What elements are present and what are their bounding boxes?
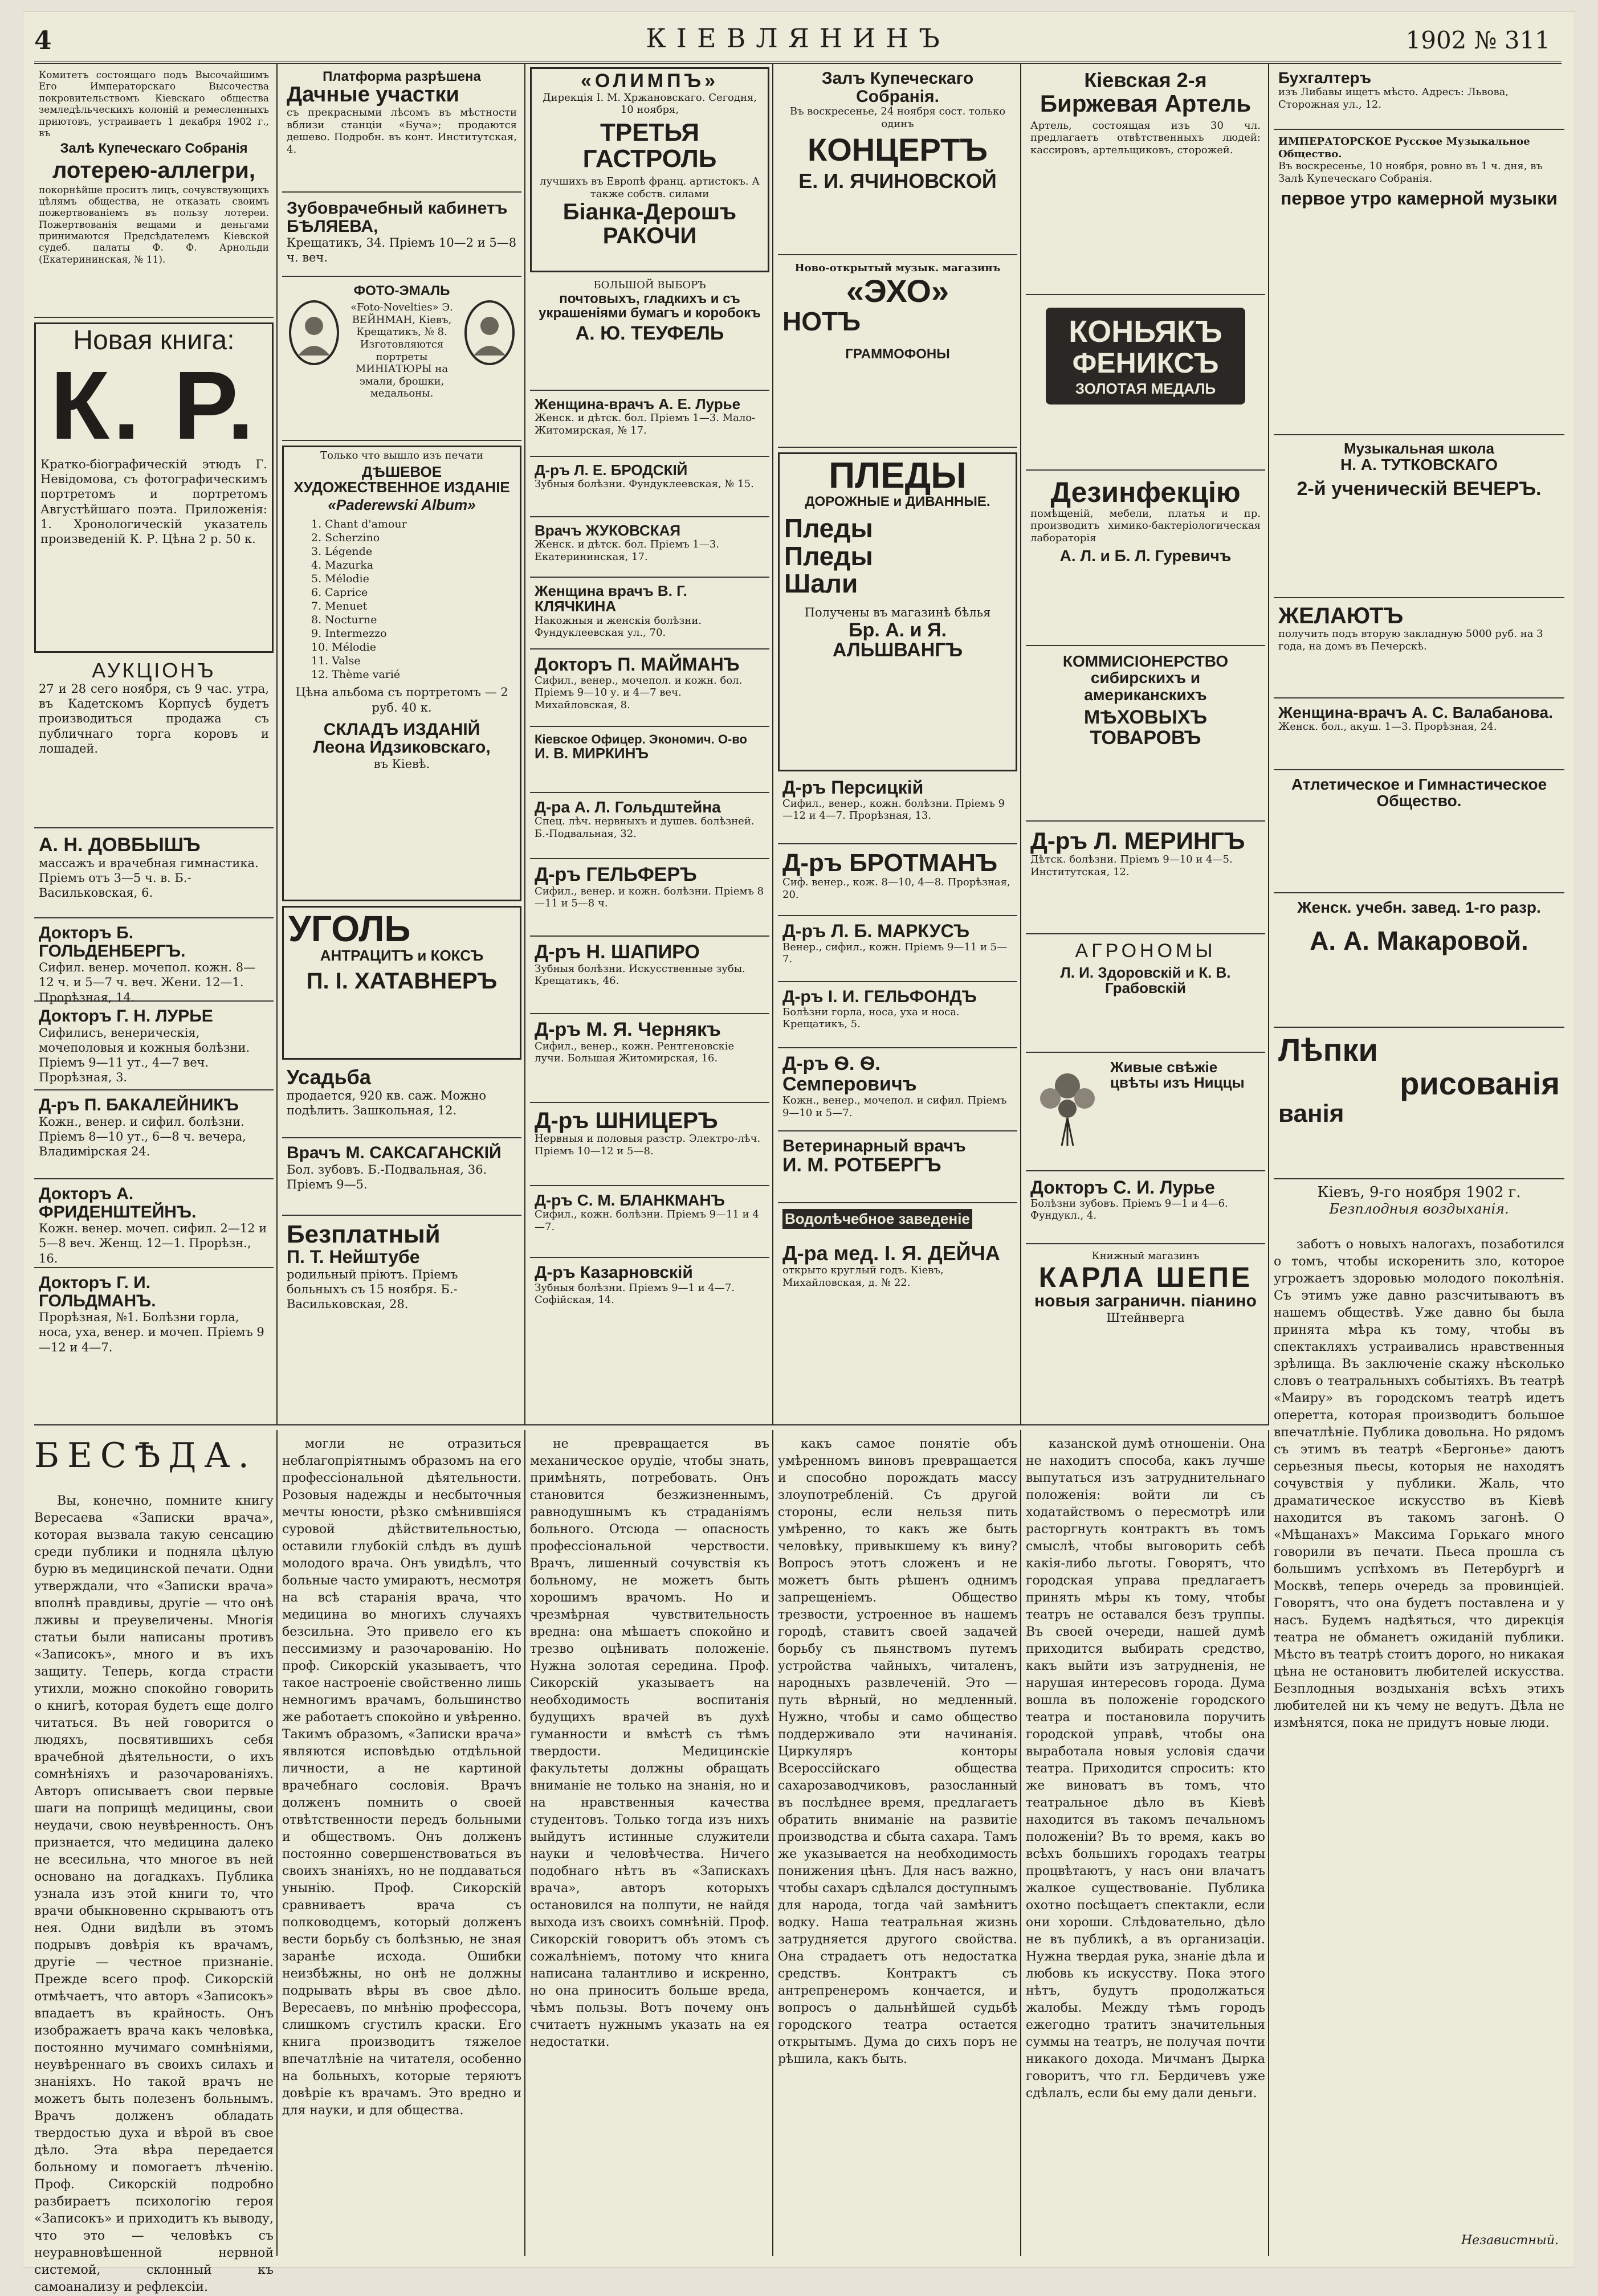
dacha-heading: Платформа разрѣшена	[323, 69, 481, 84]
doctor-text: Нервныя и половыя разстр. Электро-лѣч. Пріемъ 10—12 и 5—8.	[535, 1133, 761, 1157]
olymp-artist: Біанка-Дерошъ	[562, 199, 737, 225]
tutkovsky-school-ad	[1274, 439, 1564, 598]
concert-ad	[778, 67, 1017, 255]
article-column-1	[34, 1493, 274, 2294]
olymp-headline: ТРЕТЬЯ ГАСТРОЛЬ	[582, 118, 717, 173]
cognac-ad	[1026, 300, 1265, 471]
album-item: 7. Menuet	[311, 600, 368, 613]
doctor-name: Д-ръ Казарновскій	[535, 1263, 693, 1282]
doctor-text: Сифил., венер. и кожн. болѣзни. Пріемъ 8—11 и 5—8 ч.	[535, 885, 764, 910]
album-item: 9. Intermezzo	[311, 627, 387, 640]
agronomists-names: Л. И. Здоровскій и К. В. Грабовскій	[1060, 963, 1231, 996]
lottery-details: покорнѣйше проситъ лицъ, сочувствующихъ цѣлямъ общества, не отказать своимъ пожертвованіемъ въ пользу лотереи. Пожертвованія вещами и деньгами принимаются Предсѣдателемъ Кіевской судеб. палаты Ф. Ф. Арнольди (Екатерининская, № 11).	[39, 184, 269, 265]
article-column-6	[1274, 1236, 1564, 2228]
doctor-name: Д-ръ Л. Е. БРОДСКІЙ	[535, 461, 688, 479]
maternity-title: Безплатный	[287, 1220, 441, 1248]
doctor-text: Дѣтск. болѣзни. Пріемъ 9—10 и 4—5. Институтская, 12.	[1030, 853, 1233, 878]
col-divider	[1268, 1430, 1269, 2256]
col-divider	[1020, 1430, 1021, 2256]
olymp-theatre-ad	[530, 67, 769, 272]
doctor-name: Д-ръ П. БАКАЛЕЙНИКЪ	[39, 1096, 239, 1114]
maternity-text: родильный пріютъ. Пріемъ больныхъ съ 15 ноября. Б.-Васильковская, 28.	[287, 1267, 458, 1312]
lottery-ad	[34, 67, 274, 318]
fur-subheading: сибирскихъ и американскихъ	[1084, 669, 1207, 704]
dentist-ad	[282, 197, 521, 277]
doctor-text: Кожн., венер. и сифил. болѣзни. Пріемъ 8—10 ут., 6—8 ч. вечера, Владимірская 24.	[39, 1114, 246, 1158]
doctor-name: Д-ръ Л. Б. МАРКУСЪ	[782, 921, 970, 941]
kazarnovsky-ad	[530, 1261, 769, 1358]
echo-title: «ЭХО»	[846, 272, 949, 309]
exchange-title: Кіевская 2-я	[1084, 68, 1207, 92]
doctor-name: Докторъ П. МАЙМАНЪ	[535, 654, 740, 675]
zhukovsky-ad	[530, 521, 769, 578]
fur-title: МѢХОВЫХЪ ТОВАРОВЪ	[1083, 706, 1208, 749]
music-society-ad	[1274, 133, 1564, 435]
auction-ad	[34, 657, 274, 828]
article-text: какъ самое понятіе объ умѣренномъ виновъ превращается и способно порождать массу злоупотребленій. Съ другой стороны, если нельзя пить умѣренно, то какъ же быть человѣку, привыкшему къ вину? Вопросъ этотъ сложенъ и не можетъ быть рѣшенъ однимъ запрещеніемъ. Общество трезвости, устроенное въ нашемъ городѣ, ставитъ своей задачей борьбу съ пьянствомъ путемъ устройства чайныхъ, читаленъ, народныхъ развлеченій. Это — путь вѣрный, но медленный. Нужно, чтобы и само общество поддерживало эти начинанія. Циркуляръ конторы Всероссійскаго общества сахарозаводчиковъ, разосланный въ послѣднее время, предлагаетъ обратить вниманіе на развитіе производства и сбыта сахара. Тамъ же указывается на необходимость понижения цѣнъ. Для насъ важно, чтобы сахаръ сдѣлался доступнымъ для народа, тогда чай замѣнитъ водку. Наша театральная жизнь затрудняется другого свойства. Она страдаетъ отъ недостатка средствъ. Контрактъ съ антрепренеромъ кончается, и вопросъ о дальнѣйшей судьбѣ городского театра остается открытымъ. Дума до сихъ поръ не рѣшила, какъ быть.	[778, 1437, 1017, 2066]
doctor-text: Накожныя и женскія болѣзни. Фундуклеевская ул., 70.	[535, 614, 702, 639]
echo-heading: Ново-открытый музык. магазинъ	[794, 262, 1001, 274]
tutkovsky-heading: Музыкальная школа	[1344, 440, 1494, 457]
makarova-name: А. А. Макаровой.	[1310, 926, 1528, 956]
doctor-text: Зубныя болѣзни. Фундуклеевская, № 15.	[535, 478, 754, 491]
article-text: могли не отразиться неблагопріятнымъ образомъ на его профессіональной дѣятельности. Розовыя надежды и несбыточныя мечты юности, рѣзко смѣнившіяся суровой дѣйствительностью, оставили глубокій слѣдъ въ душѣ молодого врача. Онъ увидѣлъ, что больные часто умираютъ, несмотря на всѣ старанія врача, что медицина во многихъ случаяхъ безсильна. Это привело его къ пессимизму и разочарованію. Но проф. Сикорскій указываетъ, что такое настроеніе свойственно лишь немногимъ врачамъ, большинство же работаетъ спокойно и увѣренно. Такимъ образомъ, «Записки врача» являются исповѣдью отдѣльной личности, а не картиной врачебнаго сословія. Врачъ долженъ помнить о своей отвѣтственности передъ больными и обществомъ. Онъ долженъ постоянно совершенствоваться въ своихъ знаніяхъ, но не поддаваться унынію. Проф. Сикорскій сравниваетъ врача съ полководцемъ, который долженъ вести борьбу съ болѣзнью, не зная заранѣе исхода. Ошибки неизбѣжны, но онѣ не должны подрывать вѣры въ свое дѣло. Вересаевъ, по мнѣнію профессора, слишкомъ сгустилъ краски. Его книга производитъ тяжелое впечатлѣніе на читателя, особенно на больныхъ, которые теряютъ довѣріе къ врачамъ. Это вредно и для науки, и для общества.	[282, 1437, 521, 2118]
doctor-name: Женщина-врачъ А. С. Валабанова.	[1278, 704, 1553, 721]
ads-column-3	[530, 67, 769, 1423]
album-title: ДѢШЕВОЕ ХУДОЖЕСТВЕННОЕ ИЗДАНІЕ	[293, 463, 510, 496]
teufel-text: почтовыхъ, гладкихъ и съ украшеніями бумагъ и коробокъ	[539, 291, 761, 321]
doctor-name: Д-ръ Л. МЕРИНГЪ	[1030, 827, 1245, 854]
doctor-text: Сифил., венер., мочепол. и кожн. бол. Пріемъ 9—10 у. и 4—7 веч. Михайловская, 8.	[535, 674, 743, 711]
coal-title: УГОЛЬ	[288, 908, 411, 949]
doctor-name: Д-ра А. Л. Гольдштейна	[535, 798, 721, 816]
doctor-name: Докторъ А. ФРИДЕНШТЕЙНЪ.	[39, 1184, 197, 1221]
doctor-name: Д-ръ ГЕЛЬФЕРЪ	[535, 864, 697, 885]
olymp-title: «ОЛИМПЪ»	[580, 70, 719, 92]
ads-column-1	[34, 67, 274, 1423]
fur-ad	[1026, 651, 1265, 822]
doctor-ad-1	[34, 922, 274, 1002]
album-item: 2. Scherzino	[311, 532, 380, 545]
article-text: заботъ о новыхъ налогахъ, позаботился о томъ, чтобы искоренить зло, которое угрожаетъ здоровью молодого поколѣнія. Съ этимъ уже давно разсчитываютъ въ нашемъ обществѣ. Уже давно бы была принята мѣра къ тому, чтобы въ спектакляхъ устраивались нравственныя зрѣлища. Въ заключеніе скажу нѣсколько словъ о театральныхъ событіяхъ. Въ театрѣ «Маиру» въ городскомъ театрѣ идетъ оперетта, которая производитъ большое впечатлѣніе. Публика довольна. Но рядомъ съ этимъ въ театрѣ «Бергонье» даютъ серьезныя пьесы, которыя не находятъ сочувствія у публики. Жаль, что драматическое искусство въ Кіевѣ находится въ такомъ загонѣ. О «Мѣщанахъ» Максима Горькаго много говорили въ печати. Пьеса прошла съ большимъ успѣхомъ въ Петербургѣ и Москвѣ, теперь очередь за провинціей. Говорятъ, что она будетъ поставлена и у насъ. Будемъ надѣяться, что дирекція театра не обманетъ ожиданій публики. Мѣсто въ театрѣ стоитъ дорого, но никакая цѣна не остановитъ любителей искусства. Безплодныя воздыханія всѣхъ этихъ любителей ни къ чему не ведутъ. Дѣла не измѣнятся, пока не придутъ новые люди.	[1274, 1237, 1564, 1730]
vet-name: И. М. РОТБЕРГЪ	[782, 1154, 941, 1176]
ads-column-2	[282, 67, 521, 1423]
plaids-shop: Получены въ магазинѣ бѣлья	[804, 606, 991, 620]
tutkovsky-event: 2-й ученическій ВЕЧЕРЪ.	[1297, 477, 1542, 500]
mirkin-name: И. В. МИРКИНЪ	[535, 745, 649, 762]
lottery-venue: Залѣ Купеческаго Собранія	[60, 141, 248, 157]
plaids-line: Пледы	[784, 513, 873, 544]
art-lessons-ad	[1274, 1031, 1564, 1179]
saksagansky-ad	[282, 1142, 521, 1216]
doctor-name: Д-ръ БРОТМАНЪ	[782, 849, 998, 877]
athletic-subtitle: Общество.	[1376, 792, 1462, 810]
art-title-2: рисованія	[1400, 1065, 1560, 1101]
olymp-artist-2: РАКОЧИ	[602, 223, 697, 249]
maiman-ad	[530, 653, 769, 727]
dacha-ad	[282, 67, 521, 193]
persitsky-ad	[778, 776, 1017, 844]
disinfection-ad	[1026, 475, 1265, 646]
coal-subtitle: АНТРАЦИТЪ и КОКСЪ	[320, 947, 484, 965]
dacha-title: Дачные участки	[287, 83, 459, 107]
bookkeeper-text: изъ Либавы ищетъ мѣсто. Адресъ: Львова, Сторожная ул., 12.	[1278, 86, 1509, 111]
col-divider	[524, 1430, 525, 2256]
music-society-text: Въ воскресенье, 10 ноября, ровно въ 1 ч. дня, въ Залѣ Купеческаго Собранія.	[1278, 160, 1543, 185]
album-item: 5. Mélodie	[311, 573, 369, 586]
vet-title: Ветеринарный врачъ	[782, 1137, 966, 1155]
hydrotherapy-doctor: Д-ра мед. І. Я. ДЕЙЧА	[782, 1241, 1000, 1265]
article-text: не превращается въ механическое орудіе, чтобы знать, примѣнять, потребовать. Онъ становится безжизненнымъ, равнодушнымъ къ страданіямъ больного. Отсюда — опасность профессіональной черствости. Врачъ, лишенный сочувствія къ больному, не можетъ быть хорошимъ врачомъ. Но и чрезмѣрная чувствительность вредна: она мѣшаетъ спокойно и трезво оцѣнивать положеніе. Нужна золотая середина. Проф. Сикорскій указываетъ на необходимость воспитанія будущихъ врачей въ духѣ гуманности и вмѣстѣ съ тѣмъ твердости. Медицинскіе факультеты должны обращать вниманіе не только на знанія, но и на нравственныя качества студентовъ. Только тогда изъ нихъ выйдутъ истинные служители науки и человѣчества. Ничего подобнаго нѣтъ въ «Запискахъ врача», авторъ которыхъ остановился на полпути, не найдя выхода изъ своихъ сомнѣній. Проф. Сикорскій говоритъ объ этомъ съ сожалѣніемъ, потому что книга написана талантливо и искренно, но она приноситъ больше вреда, чѣмъ пользы. Вотъ почему онъ считаетъ нужнымъ указать на ея недостатки.	[530, 1437, 769, 2049]
exchange-text: Артель, состоящая изъ 30 чл. предлагаетъ отвѣтственныхъ людей: кассировъ, артельщиковъ, сторожей.	[1030, 119, 1261, 157]
album-item: 1. Chant d'amour	[311, 518, 407, 531]
loan-title: ЖЕЛАЮТЪ	[1278, 603, 1404, 628]
makarova-school-ad	[1274, 897, 1564, 1028]
doctor-text: Венер., сифил., кожн. Пріемъ 9—11 и 5—7.	[782, 941, 1008, 966]
doctor-name: Докторъ Б. ГОЛЬДЕНБЕРГЪ.	[39, 924, 186, 961]
concert-venue: Залъ Купеческаго Собранія.	[821, 69, 974, 106]
doctor-name: Докторъ Г. Н. ЛУРЬЕ	[39, 1007, 213, 1026]
dovbysh-text: массажъ и врачебная гимнастика. Пріемъ отъ 3—5 ч. в. Б.-Васильковская, 6.	[39, 856, 259, 900]
ads-column-4	[778, 67, 1017, 1423]
art-title-3: ванія	[1278, 1099, 1344, 1127]
plaids-ad	[778, 452, 1017, 771]
doctor-text: Прорѣзная, №1. Болѣзни горла, носа, уха, венер. и мочеп. Пріемъ 9—12 и 4—7.	[39, 1310, 264, 1354]
portrait-medallion-icon	[286, 299, 343, 367]
auction-title: АУКЦІОНЪ	[92, 659, 216, 682]
doctor-name: Д-ръ І. И. ГЕЛЬФОНДЪ	[782, 987, 977, 1006]
piano-brand: Штейнверга	[1106, 1310, 1185, 1325]
cognac-label	[1046, 308, 1245, 405]
album-item: 10. Mélodie	[311, 641, 376, 654]
plaids-line: Шали	[784, 568, 858, 598]
article-column-3	[530, 1436, 769, 2256]
bookkeeper-title: Бухгалтеръ	[1278, 69, 1372, 87]
doctor-text: Женск. и дѣтск. бол. Пріемъ 1—3. Екатерининская, 17.	[535, 538, 720, 563]
doctor-text: Зубныя болѣзни. Пріемъ 9—1 и 4—7. Софійская, 14.	[535, 1281, 735, 1306]
concert-title: КОНЦЕРТЪ	[808, 132, 988, 168]
album-name: «Paderewski Album»	[328, 496, 476, 514]
doctor-text: Кожн. венер. мочеп. сифил. 2—12 и 5—8 веч. Женщ. 12—1. Прорѣзн., 16.	[39, 1221, 267, 1265]
shepe-shop-ad	[1026, 1248, 1265, 1362]
athletic-title: Атлетическое и Гимнастическое	[1291, 775, 1547, 793]
article-column-2	[282, 1436, 521, 2256]
loan-text: получить подъ вторую закладную 5000 руб. на 3 года, на домъ въ Печерскѣ.	[1278, 628, 1543, 652]
cognac-title: КОНЬЯКЪ	[1069, 314, 1222, 349]
doctor-text: Бол. зубовъ. Б.-Подвальная, 36. Пріемъ 9—5.	[287, 1162, 487, 1191]
doctor-ad-4	[34, 1183, 274, 1268]
doctor-text: Сиф. венер., кож. 8—10, 4—8. Прорѣзная, 20.	[782, 876, 1010, 901]
album-item: 11. Valse	[311, 655, 361, 668]
dateline-block	[1274, 1184, 1564, 1217]
album-item: 3. Légende	[311, 545, 373, 558]
disinfection-text: помѣщеній, мебели, платья и пр. производитъ химико-бактеріологическая лабораторія	[1030, 507, 1261, 544]
doctor-ad-2	[34, 1005, 274, 1090]
ads-column-5	[1026, 67, 1265, 1423]
estate-ad	[282, 1064, 521, 1138]
valabanova-ad	[1274, 702, 1564, 770]
dovbysh-name: А. Н. ДОВБЫШЪ	[39, 834, 201, 856]
echo-gramophones: ГРАММОФОНЫ	[845, 346, 950, 362]
col-divider	[276, 1430, 278, 2256]
gelfer-ad	[530, 863, 769, 937]
olymp-subtitle: Дирекція І. М. Хржановскаго. Сегодня, 10 ноября,	[542, 91, 757, 116]
photo-enamel-ad	[282, 281, 521, 441]
article-text: казанской думѣ отношеніи. Она не находитъ способа, какъ лучше выпутаться изъ затруднительнаго положенія: войти ли съ ходатайствомъ о пересмотрѣ или расторгнуть контрактъ въ томъ смыслѣ, чтобы выговорить себѣ какія-либо льготы. Говорятъ, что городская управа предлагаетъ принять мѣры къ тому, чтобы театръ не оставался безъ труппы. Въ своей очереди, нашей думѣ приходится выбирать средство, какъ выйти изъ затрудненія, не нарушая интересовъ города. Дума вошла въ положеніе городского театра и постановила поручить городской управѣ, чтобы она выработала новыя условія сдачи театра. Приходится спросить: кто же виноватъ въ томъ, что театральное дѣло въ Кіевѣ находится въ такомъ печальномъ положеніи? Въ то время, какъ во всѣхъ большихъ городахъ театры процвѣтаютъ, у насъ они влачатъ жалкое существованіе. Публика охотно посѣщаетъ спектакли, если они хороши. Слѣдовательно, дѣло не въ публикѣ, а въ организаціи. Нужна твердая рука, знаніе дѣла и любовь къ искусству. Пока этого нѣтъ, будутъ продолжаться жалобы. Между тѣмъ городъ ежегодно тратитъ значительныя суммы на театръ, не получая почти никакого дохода. Мичманъ Дырка говоритъ, что гл. Бердичевъ уже сдѣлалъ, если бы ему дали деньги.	[1026, 1437, 1265, 2101]
doctor-text: Болѣзни зубовъ. Пріемъ 9—1 и 4—6. Фундукл., 4.	[1030, 1197, 1228, 1222]
mirkin-heading: Кіевское Офицер. Экономич. О-во	[535, 732, 747, 746]
athletic-society-ad	[1274, 774, 1564, 893]
chernyak-ad	[530, 1018, 769, 1103]
markus-ad	[778, 920, 1017, 982]
flower-bouquet-icon	[1030, 1063, 1104, 1149]
brodsky-ad	[530, 460, 769, 517]
plaids-line: Пледы	[784, 541, 873, 571]
doctor-name: Д-ръ Н. ШАПИРО	[535, 941, 700, 963]
dateline-subtitle: Безплодныя воздыханія.	[1329, 1201, 1509, 1217]
doctor-ad-5	[34, 1272, 274, 1363]
estate-text: продается, 920 кв. саж. Можно подѣлить. Зашкольная, 12.	[287, 1088, 487, 1118]
plaids-subtitle: ДОРОЖНЫЕ и ДИВАННЫЕ.	[805, 494, 990, 510]
dentist-text: Крещатикъ, 34. Пріемъ 10—2 и 5—8 ч. веч.	[287, 236, 517, 265]
concert-date: Въ воскресенье, 24 ноября сост. только одинъ	[789, 105, 1006, 130]
paderewski-album-ad	[282, 446, 521, 901]
doctor-name: Врачъ ЖУКОВСКАЯ	[535, 522, 681, 539]
doctor-name: Д-ръ С. М. БЛАНКМАНЪ	[535, 1191, 725, 1209]
lurie-female-doctor-ad	[530, 394, 769, 457]
doctor-text: Кожн., венер., мочепол. и сифил. Пріемъ 9—10 и 5—7.	[782, 1094, 1007, 1119]
article-column-4	[778, 1436, 1017, 2256]
exchange-artel-ad	[1026, 67, 1265, 295]
header-rule	[34, 62, 1562, 64]
art-title-1: Лѣпки	[1278, 1032, 1378, 1068]
fur-heading: КОММИСІОНЕРСТВО	[1062, 652, 1229, 670]
doctor-text: Сифилисъ, венерическія, мочеполовыя и кожныя болѣзни. Пріемъ 9—11 ут., 4—7 веч. Прорѣзная, 3.	[39, 1026, 250, 1085]
doctor-text: Женск. и дѣтск. бол. Пріемъ 1—3. Мало-Житомирская, № 17.	[535, 412, 756, 436]
doctor-text: Сифил., венер., кожн. Рентгеновскіе лучи. Большая Житомирская, 16.	[535, 1040, 735, 1065]
book-ad-heading: Новая книга:	[73, 325, 235, 356]
concert-performer: Е. И. ЯЧИНОВСКОЙ	[798, 169, 997, 193]
disinfection-title: Дезинфекцію	[1050, 476, 1241, 508]
album-item: 12. Thème varié	[311, 668, 401, 681]
col-divider	[1268, 64, 1269, 1425]
dacha-text: съ прекрасными лѣсомъ въ мѣстности вблизи станціи «Буча»; продаются дешево. Подробн. въ конт. Институтская, 4.	[287, 107, 517, 156]
plaids-title: ПЛЕДЫ	[829, 455, 967, 496]
beseda-heading	[34, 1436, 274, 1487]
shapiro-ad	[530, 940, 769, 1014]
lottery-title: лотерею-аллегри,	[52, 157, 255, 183]
album-item: 6. Caprice	[311, 586, 368, 599]
disinfection-lab: А. Л. и Б. Л. Гуревичъ	[1059, 547, 1232, 565]
teufel-name: А. Ю. ТЕУФЕЛЬ	[575, 322, 724, 344]
maternity-name: П. Т. Нейштубе	[287, 1247, 420, 1268]
col-divider	[772, 64, 773, 1425]
brotman-ad	[778, 848, 1017, 916]
lurie-dentist-ad	[1026, 1176, 1265, 1244]
album-item: 8. Nocturne	[311, 614, 377, 627]
hydrotherapy-text: открыто круглый годъ. Кіевъ, Михайловская, д. № 22.	[782, 1264, 944, 1289]
coal-ad	[282, 906, 521, 1060]
album-price: Цѣна альбома съ портретомъ — 2 руб. 40 к.	[295, 685, 508, 714]
doctor-name: Д-ръ Персицкій	[782, 777, 924, 798]
book-ad-description: Кратко-біографическій этюдъ Г. Невідомова, съ фотографическимъ портретомъ и портретомъ Августѣйшаго поэта. Приложенія: 1. Хронологическій указатель произведеній К. Р. Цѣна 2 р. 50 к.	[40, 457, 267, 546]
shnitzer-ad	[530, 1106, 769, 1186]
col-divider	[276, 64, 278, 1425]
hydrotherapy-title: Водолѣчебное заведеніе	[782, 1209, 972, 1229]
ads-bottom-rule	[34, 1424, 1268, 1425]
doctor-name: Д-ръ Ѳ. Ѳ. Семперовичъ	[782, 1053, 917, 1095]
agronomists-title: АГРОНОМЫ	[1075, 940, 1216, 962]
photo-title: ФОТО-ЭМАЛЬ	[353, 283, 450, 299]
article-signature: Независтный.	[1461, 2233, 1559, 2248]
album-contents	[288, 517, 515, 681]
cognac-brand: ФЕНИКСЪ	[1072, 346, 1219, 379]
gelfond-ad	[778, 986, 1017, 1048]
lottery-intro: Комитетъ состоящаго подъ Высочайшимъ Его Императорскаго Высочества покровительствомъ Кiевскаго общества земледѣльческихъ колоній и ремесленныхъ приютовъ, устраиваетъ 1 декабря 1902 г., въ	[39, 70, 269, 139]
doctor-text: Зубныя болѣзни. Искусственные зубы. Крещатикъ, 46.	[535, 962, 745, 987]
article-text: Вы, конечно, помните книгу Вересаева «Записки врача», которая вызвала такую сенсацию среди публики и подняла цѣлую бурю въ медицинской печати. Одни утверждали, что «Записки врача» вполнѣ правдивы, другіе — что онѣ лживы и преувеличены. Многія статьи были написаны противъ «Записокъ», много и въ ихъ защиту. Теперь, когда страсти утихли, можно спокойно говорить о книгѣ, которая будетъ еще долго читаться. Въ ней говорится о людяхъ, посвятившихъ себя врачебной дѣятельности, о ихъ сомнѣніяхъ и разочарованіяхъ. Авторъ описываетъ свои первые шаги на поприщѣ медицины, свои неудачи, свою неувѣренность. Онъ признается, что медицина далеко не всесильна, что многое въ ней основано на догадкахъ. Публика узнала изъ этой книги то, что врачи обыкновенно скрываютъ отъ нея. Одни видѣли въ этомъ подрывъ довѣрія къ врачамъ, другіе — честное признаніе. Прежде всего проф. Сикорскій отмѣчаетъ, что авторъ «Записокъ» впадаетъ въ крайность. Онъ изображаетъ врача какъ человѣка, постоянно мучимаго сомнѣніями, неувѣреннаго въ своихъ силахъ и знаніяхъ. Но такой врачъ не можетъ быть полезенъ больнымъ. Врачъ долженъ обладать твердостью духа и вѣрой въ свое дѣло. Эта вѣра передается больному и помогаетъ лѣченію. Проф. Сикорскій подробно разбираетъ психологію героя «Записокъ» и приходитъ къ выводу, что это — человѣкъ съ неуравновѣшенной нервной системой, склонный къ самоанализу и рефлексіи.	[34, 1494, 274, 2294]
loan-ad	[1274, 602, 1564, 698]
col-divider	[772, 1430, 773, 2256]
doctor-text: Сифил., венер., кожн. болѣзни. Пріемъ 9—12 и 4—7. Прорѣзная, 13.	[782, 797, 1005, 822]
tutkovsky-name: Н. А. ТУТКОВСКАГО	[1340, 456, 1498, 474]
portrait-medallion-icon	[461, 299, 518, 367]
mering-ad	[1026, 826, 1265, 934]
music-society-title: первое утро камерной музыки	[1281, 188, 1558, 209]
album-heading: Только что вышло изъ печати	[320, 450, 483, 461]
exchange-name: Биржевая Артель	[1039, 89, 1252, 117]
article-column-5	[1026, 1436, 1265, 2256]
coal-merchant: П. І. ХАТАВНЕРЪ	[306, 969, 498, 994]
music-society-heading: ИМПЕРАТОРСКОЕ Русское Музыкальное Общество.	[1278, 136, 1530, 160]
doctor-ad-3	[34, 1094, 274, 1179]
doctor-text: Болѣзни горла, носа, уха и носа. Крещатикъ, 5.	[782, 1006, 960, 1031]
dentist-title: Зубоврачебный кабинетъ БѢЛЯЕВА,	[287, 199, 508, 236]
cognac-medal: ЗОЛОТАЯ МЕДАЛЬ	[1075, 380, 1216, 398]
issue-number: 1902 № 311	[1405, 26, 1550, 54]
olymp-text: лучшихъ въ Европѣ франц. артистокъ. А также собств. силами	[540, 175, 760, 200]
doctor-name: Докторъ Г. И. ГОЛЬДМАНЪ.	[39, 1273, 156, 1310]
album-item: 4. Mazurka	[311, 559, 374, 572]
vet-ad	[778, 1135, 1017, 1203]
shop-heading: Книжный магазинъ	[1091, 1250, 1200, 1262]
hydrotherapy-ad	[778, 1207, 1017, 1361]
flowers-ad	[1026, 1057, 1265, 1171]
bookkeeper-ad	[1274, 67, 1564, 130]
book-ad	[34, 322, 274, 653]
col-divider	[1020, 64, 1021, 1425]
sklad-title: СКЛАДЪ ИЗДАНІЙ	[323, 720, 480, 739]
goldstein-ad	[530, 796, 769, 859]
piano-text: новыя заграничн. піанино	[1034, 1292, 1257, 1311]
auction-text: 27 и 28 сего ноября, съ 9 час. утра, въ Кадетскомъ Корпусѣ будетъ производиться продажа съ публичнаго торга коровъ и лошадей.	[39, 681, 269, 755]
doctor-name: Докторъ С. И. Лурье	[1030, 1177, 1215, 1198]
doctor-name: Д-ръ ШНИЦЕРЪ	[535, 1108, 718, 1133]
book-ad-title: К. Р.	[50, 352, 258, 460]
dovbysh-ad	[34, 833, 274, 918]
flowers-title: Живые свѣжіе цвѣты изъ Ниццы	[1110, 1059, 1245, 1092]
doctor-name: Врачъ М. САКСАГАНСКІЙ	[287, 1143, 502, 1162]
photo-text: «Foto-Novelties» Э. ВЕЙНМАН, Кіевъ, Крещатикъ, № 8. Изготовляются портреты МИНІАТЮРЫ на эмали, брошки, медальоны.	[350, 301, 453, 400]
section-title: БЕСѢДА.	[34, 1436, 257, 1476]
plaids-merchant: Бр. А. и Я. АЛЬШВАНГЪ	[832, 619, 963, 661]
sklad-city: въ Кіевѣ.	[373, 757, 430, 771]
echo-notes: НОТЪ	[782, 307, 861, 337]
dateline: Кіевъ, 9-го ноября 1902 г.	[1317, 1184, 1521, 1201]
blankman-ad	[530, 1190, 769, 1258]
doctor-text: Женск. бол., акуш. 1—3. Прорѣзная, 24.	[1278, 721, 1497, 733]
echo-music-shop-ad	[778, 260, 1017, 448]
estate-title: Усадьба	[287, 1065, 371, 1089]
mirkin-ad	[530, 730, 769, 793]
newspaper-title: КІЕВЛЯНИНЪ	[646, 23, 950, 54]
doctor-name: Д-ръ М. Я. Чернякъ	[535, 1019, 721, 1040]
doctor-text: Спец. лѣч. нервныхъ и душев. болѣзней. Б.-Подвальная, 32.	[535, 815, 755, 840]
doctor-text: Сифил., кожн. болѣзни. Пріемъ 9—11 и 4—7.	[535, 1208, 759, 1233]
agronomists-ad	[1026, 939, 1265, 1053]
klyachkin-ad	[530, 581, 769, 649]
page-number: 4	[34, 26, 52, 55]
sklad-name: Леона Идзиковскаго,	[313, 738, 491, 757]
col-divider	[524, 64, 525, 1425]
teufel-ad	[530, 277, 769, 391]
doctor-text: Сифил. венер. мочепол. кожн. 8—12 ч. и 5—7 ч. веч. Жени. 12—1. Прорѣзная, 14.	[39, 961, 256, 1004]
doctor-name: Женщина врачъ В. Г. КЛЯЧКИНА	[535, 582, 687, 615]
doctor-name: Женщина-врачъ А. Е. Лурье	[535, 395, 741, 412]
shop-name: КАРЛА ШЕПЕ	[1038, 1261, 1253, 1293]
semperovich-ad	[778, 1052, 1017, 1131]
masthead	[34, 23, 1562, 57]
makarova-heading: Женск. учебн. завед. 1-го разр.	[1297, 898, 1541, 916]
maternity-ad	[282, 1219, 521, 1362]
teufel-heading: БОЛЬШОЙ ВЫБОРЪ	[593, 279, 706, 291]
